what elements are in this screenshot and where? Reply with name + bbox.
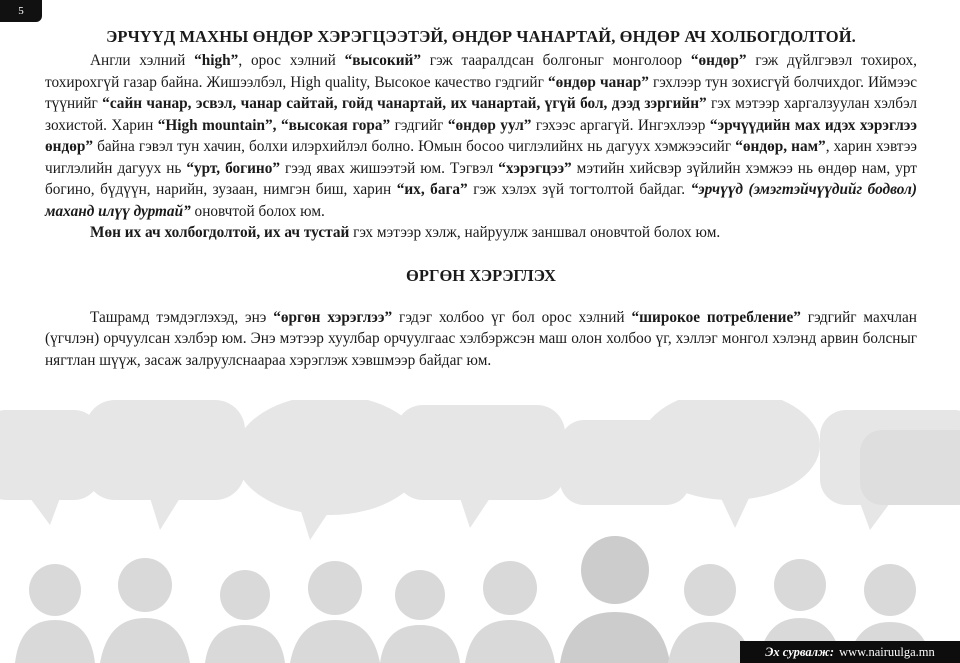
speech-bubbles-crowd-illustration [0,400,960,663]
person-head [29,564,81,616]
text-run: гэдгийг [390,116,448,134]
emphasis-text: “өндөр” [690,52,747,69]
text-run: гэдэг холбоо үг бол орос хэлний [392,308,632,326]
emphasis-text: “хэрэгцээ” [498,159,572,177]
emphasis-text: “эрчүүд (эмэгтэйчүүдийг бодвол) маханд илүү дуртай” [45,181,917,220]
person-body [100,618,190,663]
source-credit [740,641,960,663]
text-run: Ташрамд тэмдэглэхэд, энэ [90,308,274,326]
emphasis-text: “сайн чанар, эсвэл, чанар сайтай, гойд чанартай, их чанартай, үгүй бол, дээд зэргийн” [102,95,707,112]
person-body [290,620,380,663]
emphasis-text: “эрчүүдийн мах идэх хэрэглээ өндөр” [45,116,917,155]
paragraph-2 [45,222,917,244]
emphasis-text: “өргөн хэрэглээ” [273,308,393,326]
paragraph-3 [45,307,917,372]
text-run: гэхлээр тун зохисгүй болчихдог. Иймээс түүнийг [45,73,917,112]
text-run: байна гэвэл тун хачин, болхи илэрхийлэл болно. Юмын босоо чиглэлийнх нь дагуух хэмжээсийг [93,138,736,155]
text-run: мэтийн хийсвэр зүйлийн хэмжээ нь өндөр нам, урт богино, бүдүүн, нарийн, зузаан, нимгэн биш, харин [45,159,917,198]
page-number: 5 [18,5,24,17]
text-run: , харин хэвтээ чиглэлийн дагуух нь [45,138,918,177]
text-run: Англи хэлний [90,52,195,69]
emphasis-text: “их, бага” [396,181,468,198]
source-label: Эх сурвалж: [765,644,835,659]
speech-bubble-tail [150,498,180,530]
text-run: гэж тааралдсан болгоныг монголоор [421,52,691,69]
person-head [581,536,649,604]
speech-bubble [860,430,960,505]
person-head [395,570,445,620]
speech-bubble-tail [300,508,330,540]
emphasis-text: Мөн их ач холбогдолтой, их ач тустай [90,224,350,241]
text-run: гэх мэтээр хэлж, найруулж заншвал оновчтой болох юм. [349,224,721,241]
emphasis-text: “высокий” [344,52,421,69]
text-run: гэх мэтээр харгалзуулан хэлбэл зохистой. Харин [45,95,917,134]
emphasis-text: “өндөр чанар” [547,73,649,91]
source-url[interactable]: www.nairuulga.mn [839,644,935,659]
paragraph-1 [45,50,917,222]
speech-bubble [85,400,245,500]
person-body [15,620,95,663]
text-run: гэж хэлэх зүй тогтолтой байдаг. [467,181,691,198]
emphasis-text: “урт, богино” [186,159,281,177]
person-head [864,564,916,616]
text-run: гээд явах жишээтэй юм. Тэгвэл [280,159,499,177]
speech-bubble-tail [460,498,490,528]
person-body [465,620,555,663]
text-run: гэдгийг махчлан (үгчлэн) орчуулсан хэлбэр юм. Энэ мэтээр хуулбар орчуулгаас хэлбэржсэн маш олон холбоо үг, хэллэг монгол хэлэнд арвин болсныг нягтлан шүүж, засаж залруулснаараа хэрэглэж хэвшмээр байдаг юм. [45,308,917,369]
text-run: гэж дүйлгэвэл тохирох, тохирохгүй газар байна. Жишээлбэл, High quality, Высокое качество гэдгийг [45,52,917,91]
emphasis-text: “широкое потребление” [631,308,801,326]
emphasis-text: “өндөр, нам” [735,138,826,155]
text-run: гэхээс аргагүй. Ингэхлээр [531,116,710,134]
person-body [380,625,460,663]
text-run: оновчтой болох юм. [190,202,325,220]
person-head [118,558,172,612]
person-body [560,612,670,663]
section-subtitle: ӨРГӨН ХЭРЭГЛЭХ [406,265,556,285]
text-run: , орос хэлний [238,52,345,69]
page-number-badge [0,0,42,22]
speech-bubble-tail [860,503,890,530]
emphasis-text: “High mountain”, “высокая гора” [157,116,391,134]
article [45,24,917,371]
emphasis-text: “high” [194,52,239,69]
speech-bubble-tail [30,498,60,525]
person-head [220,570,270,620]
speech-bubbles [0,400,960,540]
person-head [308,561,362,615]
person-head [483,561,537,615]
person-body [205,625,285,663]
person-head [774,559,826,611]
article-title: ЭРЧҮҮД МАХНЫ ӨНДӨР ХЭРЭГЦЭЭТЭЙ, ӨНДӨР ЧАНАРТАЙ, ӨНДӨР АЧ ХОЛБОГДОЛТОЙ. [106,27,856,46]
emphasis-text: “өндөр уул” [447,116,532,134]
person-head [684,564,736,616]
speech-bubble [395,405,565,500]
speech-bubble-tail [720,496,750,528]
